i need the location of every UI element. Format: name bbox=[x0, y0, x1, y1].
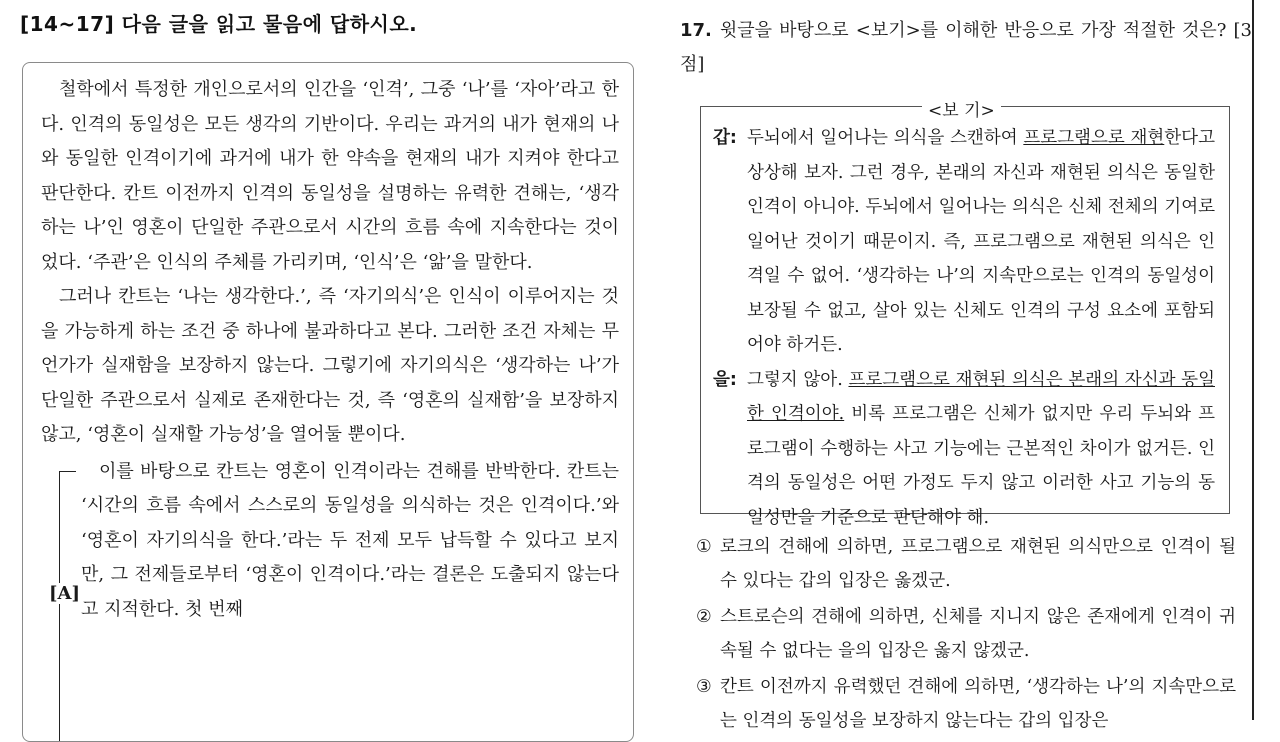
choice-text: 스트로슨의 견해에 의하면, 신체를 지니지 않은 존재에게 인격이 귀속될 수 없다는 을의 입장은 옳지 않겠군. bbox=[720, 607, 1236, 661]
choice-text: 칸트 이전까지 유력했던 견해에 의하면, ‘생각하는 나’의 지속만으로는 인격의 동일성을 보장하지 않는다는 갑의 입장은 bbox=[720, 677, 1236, 731]
page-edge-rule bbox=[1252, 0, 1254, 720]
bogi-text: 그렇지 않아. bbox=[747, 370, 848, 390]
bogi-entry-eul bbox=[713, 363, 1215, 536]
choice-text: 로크의 견해에 의하면, 프로그램으로 재현된 의식만으로 인격이 될 수 있다는 갑의 입장은 옳겠군. bbox=[720, 537, 1236, 591]
bogi-box bbox=[700, 106, 1230, 514]
passage-box bbox=[22, 62, 634, 742]
answer-choices bbox=[696, 530, 1236, 740]
bogi-text: 두뇌에서 일어나는 의식을 스캔하여 bbox=[747, 128, 1023, 148]
passage-paragraph-2: 그러나 칸트는 ‘나는 생각한다.’, 즉 ‘자기의식’은 인식이 이루어지는 것을 가능하게 하는 조건 중 하나에 불과하다고 본다. 그러한 조건 자체는 무언가가 실재함을 보장하지 않는다. 그렇기에 자기의식은 ‘생각하는 나’가 단일한 주관으로서 실제로 존재한다는 것, 즉 ‘영혼의 실재함’을 보장하지 않고, ‘영혼이 실재할 가능성’을 열어둘 뿐이다. bbox=[41, 280, 619, 453]
question-17 bbox=[680, 14, 1252, 82]
speaker-label: 갑: bbox=[713, 121, 737, 156]
bogi-text: 한다고 상상해 보자. 그런 경우, 본래의 자신과 재현된 의식은 동일한 인격이 아니야. 두뇌에서 일어나는 의식은 신체 전체의 기여로 일어난 것이기 때문이지. 즉, 프로그램으로 재현된 의식은 인격일 수 없어. ‘생각하는 나’의 지속만으로는 인격의 동일성이 보장될 수 없고, 살아 있는 신체도 인격의 구성 요소에 포함되어야 하거든. bbox=[747, 128, 1215, 355]
bracket-a-section bbox=[41, 455, 619, 628]
passage-paragraph-3: 이를 바탕으로 칸트는 영혼이 인격이라는 견해를 반박한다. 칸트는 ‘시간의 흐름 속에서 스스로의 동일성을 의식하는 것은 인격이다.’와 ‘영혼이 자기의식을 한다.’라는 두 전제 모두 납득할 수 있다고 보지만, 그 전제들로부터 ‘영혼이 인격이다.’라는 결론은 도출되지 않는다고 지적한다. 첫 번째 bbox=[81, 455, 619, 628]
choice-number: ② bbox=[696, 600, 712, 634]
choice-number: ③ bbox=[696, 670, 712, 704]
bogi-underlined-text: 프로그램으로 재현 bbox=[1023, 128, 1164, 148]
bracket-line bbox=[59, 471, 76, 742]
answer-choice-1[interactable] bbox=[696, 530, 1236, 598]
speaker-label: 을: bbox=[713, 363, 737, 398]
bogi-text: 비록 프로그램은 신체가 없지만 우리 두뇌와 프로그램이 수행하는 사고 기능에는 근본적인 차이가 없거든. 인격의 동일성은 어떤 가정도 두지 않고 이러한 사고 기능의 동일성만을 기준으로 판단해야 해. bbox=[747, 404, 1215, 528]
answer-choice-3[interactable] bbox=[696, 670, 1236, 738]
question-text: 윗글을 바탕으로 <보기>를 이해한 반응으로 가장 적절한 것은? [3점] bbox=[680, 20, 1252, 75]
right-column bbox=[660, 0, 1280, 720]
bogi-title: <보 기> bbox=[922, 96, 1001, 121]
bogi-entry-gap bbox=[713, 121, 1215, 363]
question-number: 17. bbox=[680, 20, 712, 41]
passage-paragraph-1: 철학에서 특정한 개인으로서의 인간을 ‘인격’, 그중 ‘나’를 ‘자아’라고 한다. 인격의 동일성은 모든 생각의 기반이다. 우리는 과거의 내가 현재의 나와 동일한 인격이기에 과거에 내가 한 약속을 현재의 내가 지켜야 한다고 판단한다. 칸트 이전까지 인격의 동일성을 설명하는 유력한 견해는, ‘생각하는 나’인 영혼이 단일한 주관으로서 시간의 흐름 속에 지속한다는 것이었다. ‘주관’은 인식의 주체를 가리키며, ‘인식’은 ‘앎’을 말한다. bbox=[41, 73, 619, 280]
choice-number: ① bbox=[696, 530, 712, 564]
answer-choice-2[interactable] bbox=[696, 600, 1236, 668]
bracket-label: [A] bbox=[49, 583, 80, 604]
bogi-underlined-text: 프로그램으로 재현된 의식은 본래의 자신과 동일한 인격이야. bbox=[747, 370, 1215, 425]
section-header: [14~17] 다음 글을 읽고 물음에 답하시오. bbox=[20, 8, 417, 37]
